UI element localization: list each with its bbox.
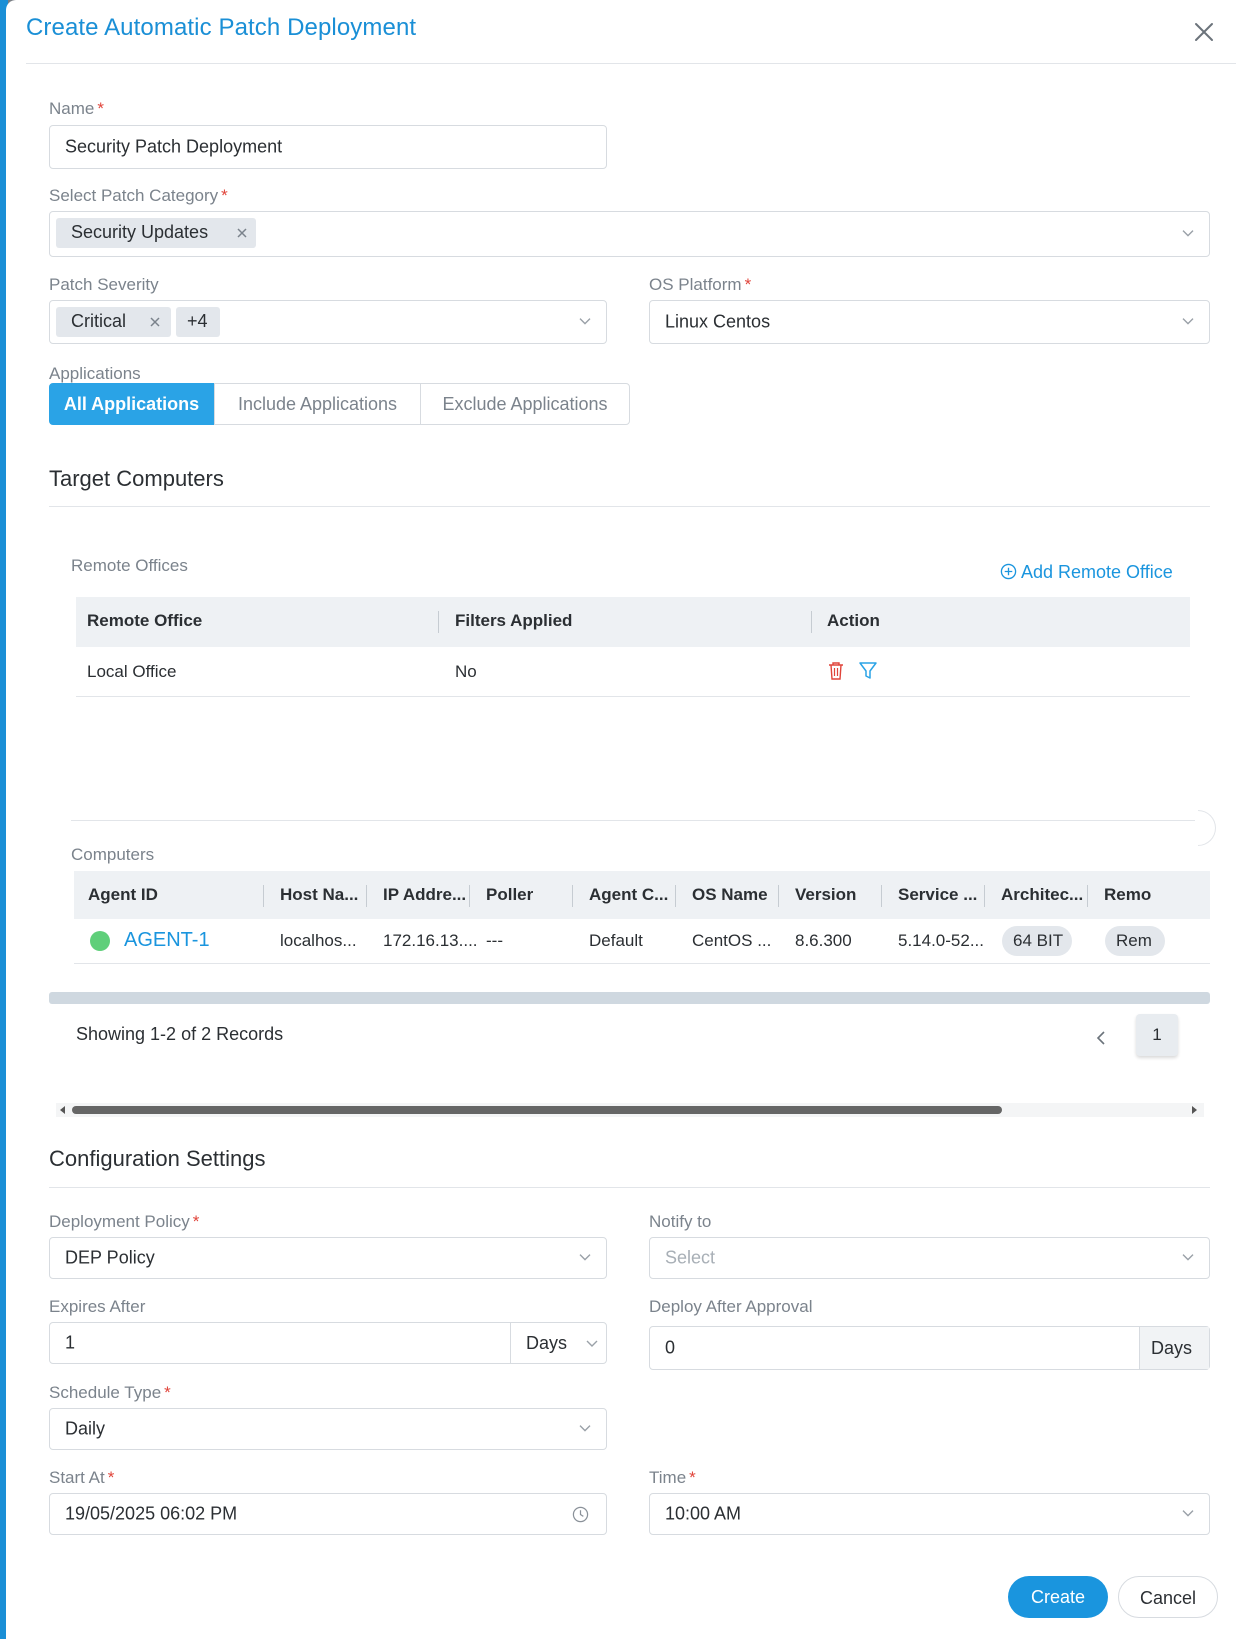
column-separator [263, 885, 264, 907]
add-remote-office-label: Add Remote Office [1021, 562, 1173, 582]
column-header: Host Na... [280, 885, 359, 904]
trash-icon [827, 661, 845, 681]
column-header: Agent C... [589, 885, 669, 904]
chevron-down-icon [1181, 314, 1195, 328]
patch-category-tag [56, 218, 256, 248]
expires-unit-select[interactable] [510, 1323, 606, 1363]
configuration-settings-heading: Configuration Settings [49, 1146, 266, 1171]
host-name-cell: localhos... [280, 931, 357, 950]
exclude-applications-tab[interactable]: Exclude Applications [420, 383, 630, 425]
cancel-button[interactable]: Cancel [1118, 1576, 1218, 1618]
deploy-after-approval-label: Deploy After Approval [649, 1297, 813, 1316]
start-at-label: Start At * [49, 1468, 115, 1487]
time-label: Time * [649, 1468, 696, 1487]
horizontal-scrollbar-thumb[interactable] [72, 1106, 1002, 1114]
applications-label: Applications [49, 364, 141, 383]
column-header: IP Addre... [383, 885, 467, 904]
target-computers-heading: Target Computers [49, 466, 224, 491]
deployment-policy-select[interactable] [49, 1237, 607, 1279]
os-platform-select[interactable] [649, 300, 1210, 344]
create-button[interactable]: Create [1008, 1576, 1108, 1618]
name-input[interactable] [49, 125, 607, 169]
os-platform-label: OS Platform * [649, 275, 752, 294]
scroll-left-arrow-icon[interactable] [59, 1106, 67, 1114]
agent-id-link[interactable]: AGENT-1 [124, 929, 210, 951]
start-at-value: 19/05/2025 06:02 PM [65, 1503, 238, 1524]
expires-after-value: 1 [65, 1332, 76, 1353]
patch-severity-tag-label: Critical [71, 311, 127, 331]
chevron-down-icon [1181, 1506, 1195, 1520]
column-separator [881, 885, 882, 907]
section-divider [71, 820, 1195, 821]
table-row[interactable] [74, 919, 1210, 964]
header-divider [26, 63, 1236, 64]
agent-config-cell: Default [589, 931, 643, 950]
filters-applied-cell: No [455, 662, 477, 681]
remote-offices-label: Remote Offices [71, 556, 188, 575]
computers-header [74, 871, 1210, 919]
ip-address-cell: 172.16.13.... [383, 931, 478, 950]
status-indicator [90, 931, 110, 951]
close-button[interactable] [1192, 20, 1216, 44]
previous-page-button[interactable] [1090, 1027, 1112, 1049]
name-value: Security Patch Deployment [65, 136, 283, 157]
dialog-title: Create Automatic Patch Deployment [26, 14, 417, 41]
column-header: Filters Applied [455, 611, 573, 630]
column-separator [572, 885, 573, 907]
notify-to-label: Notify to [649, 1212, 712, 1231]
chevron-down-icon [1181, 1250, 1195, 1264]
chevron-left-icon [1090, 1027, 1112, 1049]
patch-category-select[interactable] [49, 211, 1210, 257]
column-header: OS Name [692, 885, 768, 904]
clock-icon[interactable] [572, 1506, 589, 1523]
add-remote-office-link[interactable] [1000, 562, 1173, 583]
time-value: 10:00 AM [665, 1503, 742, 1524]
chevron-down-icon [578, 1421, 592, 1435]
start-at-input[interactable] [49, 1493, 607, 1535]
column-header: Poller [486, 885, 534, 904]
more-tags-badge: +4 [176, 307, 220, 337]
chevron-down-icon [585, 1336, 599, 1350]
scroll-right-arrow-icon[interactable] [1190, 1106, 1198, 1114]
column-header: Architec... [1001, 885, 1084, 904]
horizontal-scrollbar-track[interactable] [56, 1103, 1204, 1117]
column-separator [811, 611, 812, 633]
deploy-after-approval-input[interactable] [649, 1326, 1210, 1370]
computers-label: Computers [71, 845, 155, 864]
create-patch-deployment-dialog [6, 0, 1240, 1639]
add-circle-icon [1000, 563, 1017, 580]
notify-to-placeholder: Select [665, 1247, 716, 1268]
schedule-type-label: Schedule Type * [49, 1383, 171, 1402]
os-platform-value: Linux Centos [665, 311, 771, 332]
remote-office-cell: Local Office [87, 662, 177, 681]
column-header: Action [827, 611, 880, 630]
os-name-cell: CentOS ... [692, 931, 772, 950]
version-cell: 8.6.300 [795, 931, 852, 950]
all-applications-tab[interactable]: All Applications [49, 383, 214, 425]
deployment-policy-label: Deployment Policy * [49, 1212, 200, 1231]
remove-tag-icon[interactable] [149, 316, 161, 328]
remote-badge: Rem [1105, 926, 1165, 956]
expires-after-input[interactable] [49, 1322, 607, 1364]
column-header: Remote Office [87, 611, 203, 630]
column-header: Remo [1104, 885, 1152, 904]
column-separator [366, 885, 367, 907]
remote-offices-header [76, 597, 1190, 647]
architecture-badge: 64 BIT [1002, 926, 1072, 956]
deploy-after-approval-value: 0 [665, 1337, 676, 1358]
patch-severity-tag [56, 307, 171, 337]
column-header: Version [795, 885, 857, 904]
column-separator [984, 885, 985, 907]
include-applications-tab[interactable]: Include Applications [214, 383, 421, 425]
filter-icon [858, 661, 878, 681]
schedule-type-select[interactable] [49, 1408, 607, 1450]
deployment-policy-value: DEP Policy [65, 1247, 155, 1268]
records-summary: Showing 1-2 of 2 Records [76, 1024, 284, 1044]
schedule-type-value: Daily [65, 1418, 106, 1439]
column-separator [1087, 885, 1088, 907]
name-label: Name * [49, 99, 104, 118]
column-separator [469, 885, 470, 907]
patch-severity-label: Patch Severity [49, 275, 159, 294]
expires-after-label: Expires After [49, 1297, 146, 1316]
filter-button[interactable] [858, 661, 878, 686]
chevron-down-icon [1181, 226, 1195, 240]
deploy-unit-addon: Days [1139, 1327, 1209, 1369]
remove-tag-icon[interactable] [236, 227, 248, 239]
target-computers-divider [49, 506, 1210, 507]
table-row [76, 647, 1190, 697]
time-select[interactable] [649, 1493, 1210, 1535]
service-cell: 5.14.0-52... [898, 931, 985, 950]
delete-button[interactable] [827, 661, 845, 686]
page-number-button[interactable]: 1 [1136, 1014, 1178, 1056]
notify-to-select[interactable] [649, 1237, 1210, 1279]
expires-unit-value: Days [526, 1333, 568, 1353]
column-separator [438, 611, 439, 633]
patch-severity-select[interactable] [49, 300, 607, 344]
column-separator [675, 885, 676, 907]
inner-scrollbar[interactable] [49, 992, 1210, 1004]
collapse-handle[interactable] [1198, 810, 1216, 846]
configuration-divider [49, 1187, 1210, 1188]
column-separator [778, 885, 779, 907]
column-header: Agent ID [88, 885, 158, 904]
column-header: Service ... [898, 885, 978, 904]
chevron-down-icon [578, 1250, 592, 1264]
chevron-down-icon [578, 314, 592, 328]
close-icon [1192, 20, 1216, 44]
poller-cell: --- [486, 931, 503, 950]
patch-category-label: Select Patch Category * [49, 186, 228, 205]
patch-category-tag-label: Security Updates [71, 222, 209, 242]
